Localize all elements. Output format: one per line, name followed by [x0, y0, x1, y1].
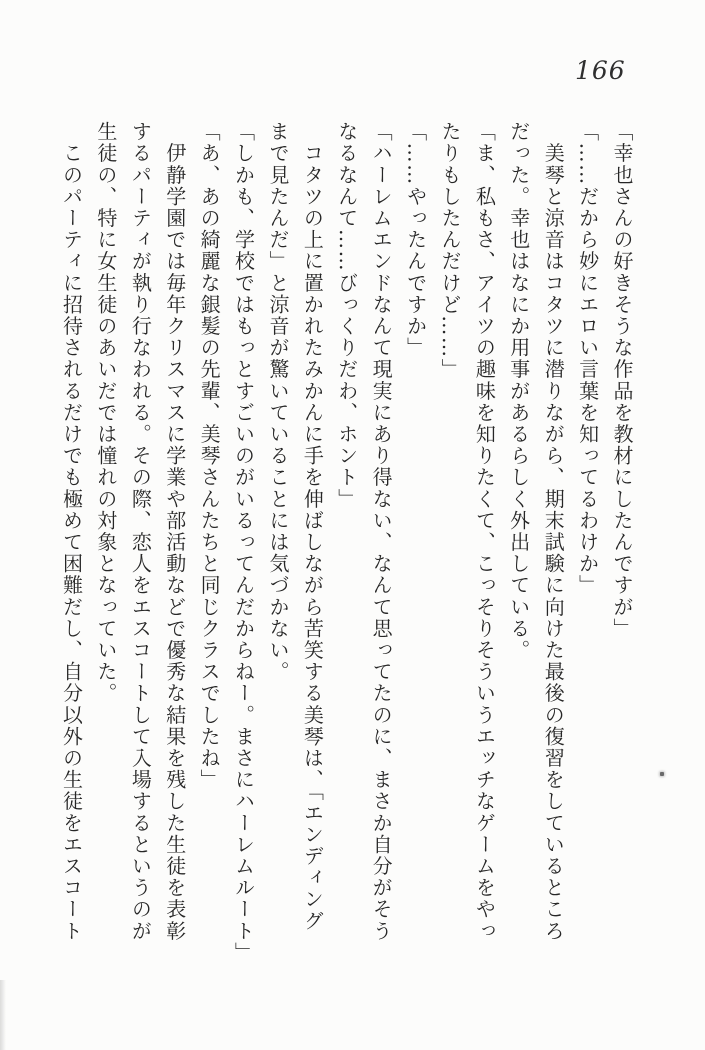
- text-line: たりもしたんだけど……」: [437, 121, 462, 381]
- text-line: 生徒の、特に女生徒のあいだでは憧れの対象となっていた。: [93, 121, 118, 705]
- text-line: 「……だから妙にエロい言葉を知ってるわけか」: [575, 121, 600, 597]
- text-columns: [54, 121, 639, 964]
- text-line: 「幸也さんの好きそうな作品を教材にしたんですが」: [610, 121, 634, 640]
- text-line: なるなんて……びっくりだわ、ホント」: [334, 121, 359, 510]
- text-line: だった。幸也はなにか用事があるらしく外出している。: [506, 121, 531, 661]
- print-artifact-dot: [660, 772, 664, 776]
- text-line: するパーティが執り行なわれる。その際、恋人をエスコートして入場するというのが: [128, 121, 153, 942]
- text-line: 美琴と涼音はコタツに潜りながら、期末試験に向けた最後の復習をしているところ: [541, 121, 566, 942]
- text-line: 伊静学園では毎年クリスマスに学業や部活動などで優秀な結果を残した生徒を表彰: [162, 121, 187, 942]
- text-line: 「しかも、学校ではもっとすごいのがいるってんだからねー。まさにハーレムルート」: [231, 121, 256, 964]
- page-number: 166: [575, 56, 626, 85]
- text-line: コタツの上に置かれたみかんに手を伸ばしながら苦笑する美琴は、「エンディング: [300, 121, 325, 932]
- scan-edge-shadow: [0, 980, 6, 1050]
- text-line: 「ま、私もさ、アイツの趣味を知りたくて、こっそりそういうエッチなゲームをやっ: [472, 121, 497, 942]
- text-line: 「……やったんですか」: [403, 121, 428, 359]
- text-line: 「ハーレムエンドなんて現実にあり得ない、なんて思ってたのに、まさか自分がそう: [369, 121, 394, 942]
- text-line: このパーティに招待されるだけでも極めて困難だし、自分以外の生徒をエスコート: [59, 121, 84, 942]
- text-line: 「あ、あの綺麗な銀髪の先輩、美琴さんたちと同じクラスでしたね」: [197, 121, 222, 791]
- text-line: まで見たんだ」と涼音が驚いていることには気づかない。: [265, 121, 290, 683]
